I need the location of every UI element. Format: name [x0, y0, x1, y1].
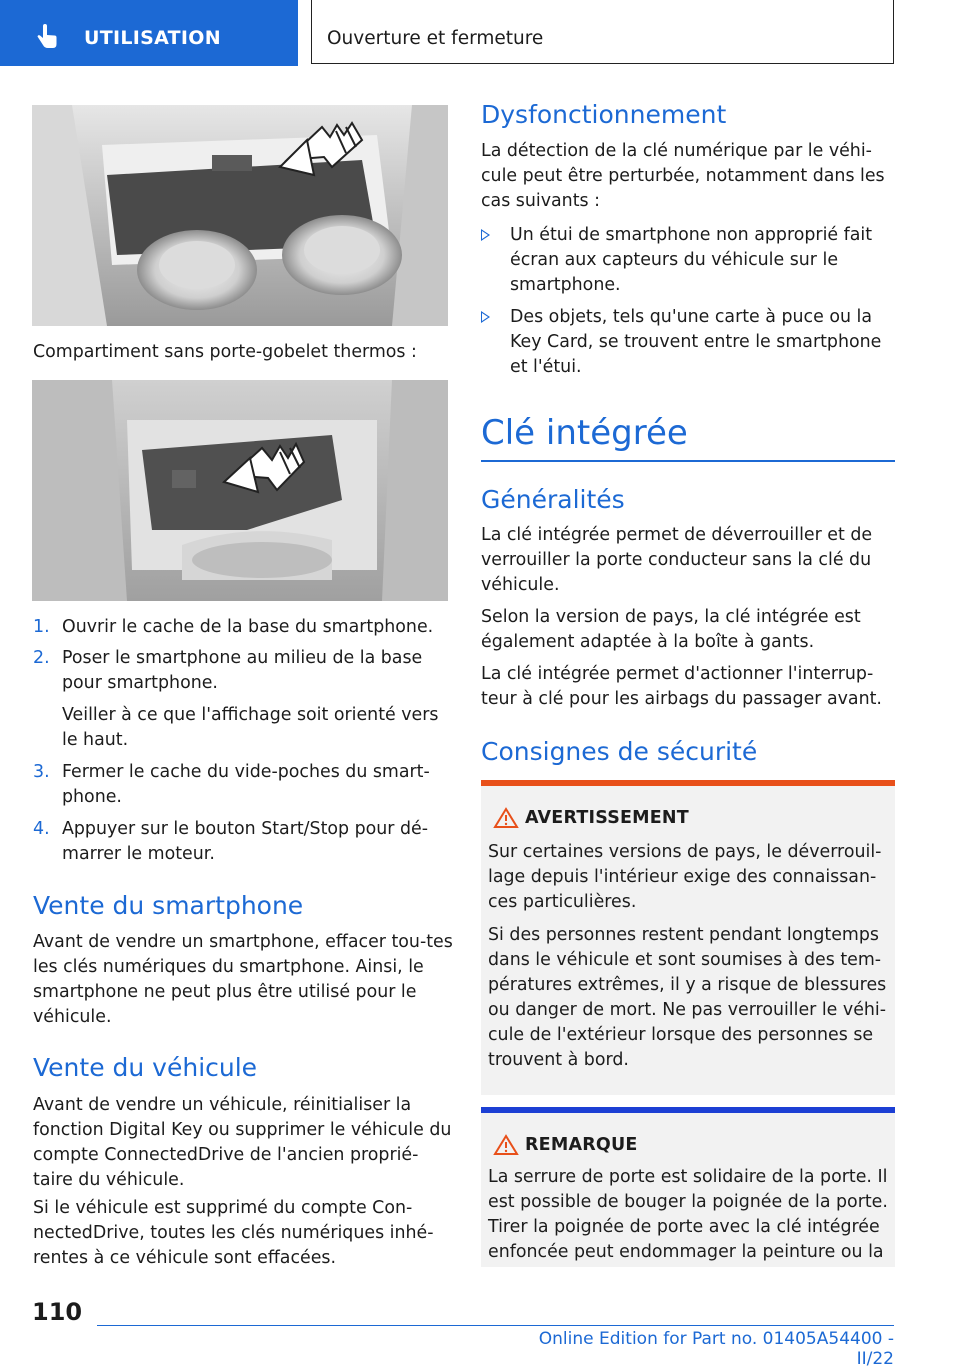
chapter-tab [311, 0, 894, 64]
paragraph-generalites-3: La clé intégrée permet d'actionner l'interrup-teur à clé pour les airbags du passager avant. [481, 664, 882, 709]
heading-dysfonctionnement: Dysfonctionnement [481, 100, 727, 129]
note-paragraph-1: La serrure de porte est solidaire de la porte. Il est possible de bouger la poignée de la porte. Tirer la poignée de porte avec la clé intégrée enfoncée peut endommager la peinture ou la [488, 1167, 888, 1262]
note-bar [481, 1107, 895, 1113]
footer-edition: Online Edition for Part no. 01405A54400 - II/22 [538, 1329, 894, 1369]
warning-triangle-icon [493, 807, 519, 829]
heading-vente-vehicule: Vente du véhicule [33, 1053, 258, 1082]
footer-rule [97, 1325, 894, 1326]
step-text: Poser le smartphone au milieu de la base pour smartphone. [62, 648, 423, 693]
warning-box [481, 780, 895, 1095]
chapter-title: Ouverture et fermeture [327, 28, 544, 49]
bullet-triangle-icon [481, 229, 490, 241]
step-extra-text: Veiller à ce que l'affichage soit orienté vers le haut. [62, 705, 439, 750]
paragraph-generalites-2: Selon la version de pays, la clé intégrée est également adaptée à la boîte à gants. [481, 607, 861, 652]
section-title: UTILISATION [84, 27, 221, 49]
warning-bar [481, 780, 895, 786]
step-text: Appuyer sur le bouton Start/Stop pour dé-marrer le moteur. [62, 819, 428, 864]
paragraph-vente-vehicule-2: Si le véhicule est supprimé du compte Con-nectedDrive, toutes les clés numériques inhé-rentes à ce véhicule sont effacées. [33, 1198, 434, 1268]
console-photo-no-thermos [32, 380, 448, 601]
bullet-triangle-icon [481, 311, 490, 323]
note-box [481, 1107, 895, 1267]
warning-paragraph-1: Sur certaines versions de pays, le déverrouil-lage depuis l'intérieur exige des connaissan-ces particulières. [488, 842, 882, 912]
step-text: Fermer le cache du vide-poches du smart-phone. [62, 762, 430, 807]
warning-title: AVERTISSEMENT [525, 808, 689, 828]
warning-triangle-icon [493, 1134, 519, 1156]
step-number: 4. [33, 819, 50, 839]
section-tab [0, 0, 298, 66]
note-title: REMARQUE [525, 1135, 638, 1155]
heading-cle-integree: Clé intégrée [481, 413, 688, 453]
bullet-text: Des objets, tels qu'une carte à puce ou la Key Card, se trouvent entre le smartphone et l'étui. [510, 307, 882, 377]
step-text: Ouvrir le cache de la base du smartphone. [62, 617, 434, 637]
bullet-text: Un étui de smartphone non approprié fait écran aux capteurs du véhicule sur le smartphone. [510, 225, 873, 295]
step-number: 1. [33, 617, 50, 637]
page-number: 110 [32, 1298, 83, 1326]
heading-consignes: Consignes de sécurité [481, 737, 758, 766]
heading-vente-smartphone: Vente du smartphone [33, 891, 304, 920]
paragraph-vente-vehicule-1: Avant de vendre un véhicule, réinitialiser la fonction Digital Key ou supprimer le véhicule du compte ConnectedDrive de l'ancien proprié-taire du véhicule. [33, 1095, 452, 1190]
hand-pointer-icon [34, 24, 60, 50]
step-number: 3. [33, 762, 50, 782]
paragraph-dysfonctionnement: La détection de la clé numérique par le véhi-cule peut être perturbée, notamment dans les cas suivants : [481, 141, 885, 211]
step-number: 2. [33, 648, 50, 668]
heading-rule [481, 460, 895, 462]
heading-generalites: Généralités [481, 485, 625, 514]
paragraph-vente-smartphone: Avant de vendre un smartphone, effacer tou-tes les clés numériques du smartphone. Ainsi, le smartphone ne peut plus être utilisé pour le véhicule. [33, 932, 453, 1027]
photo-caption: Compartiment sans porte-gobelet thermos : [33, 342, 417, 362]
warning-paragraph-2: Si des personnes restent pendant longtemps dans le véhicule et sont soumises à des tem-pératures extrêmes, il y a risque de blessures ou danger de mort. Ne pas verrouiller le véhi-cule de l'extérieur lorsque des personnes se trouvent à bord. [488, 925, 887, 1070]
paragraph-generalites-1: La clé intégrée permet de déverrouiller et de verrouiller la porte conducteur sans la clé du véhicule. [481, 525, 873, 595]
console-photo-thermos [32, 105, 448, 326]
